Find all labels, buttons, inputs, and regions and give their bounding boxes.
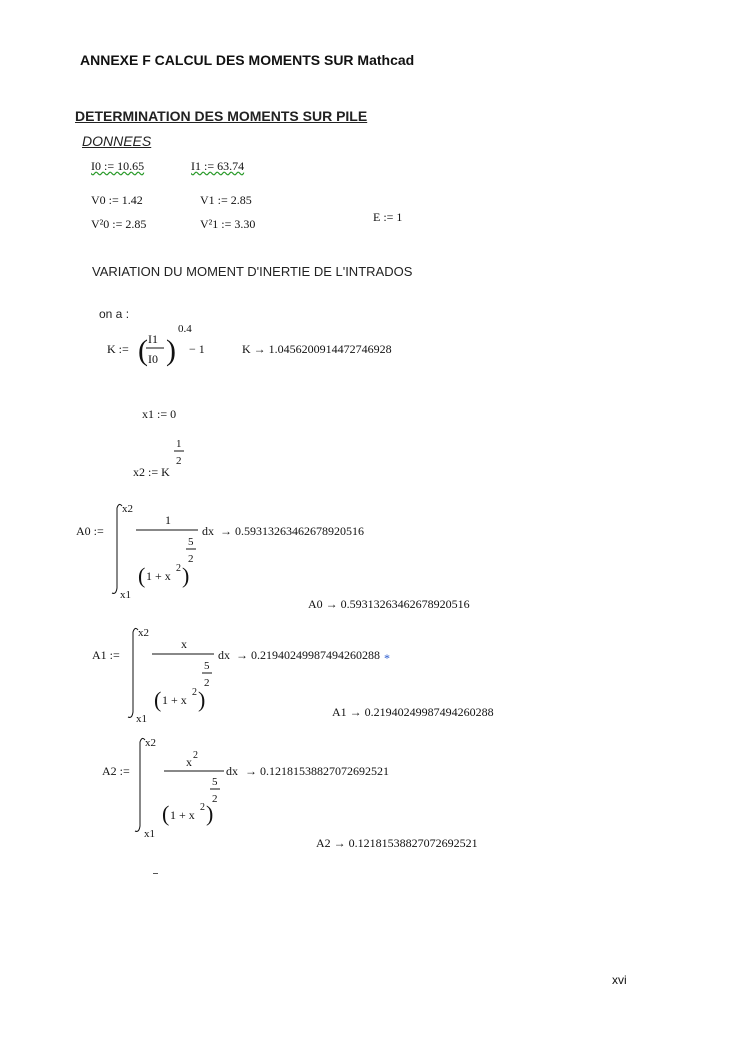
a2-upper: x2 xyxy=(145,737,156,749)
integral-sign xyxy=(128,628,138,717)
a0-numerator: 1 xyxy=(165,513,171,527)
x2-definition xyxy=(130,432,210,482)
a2-dx: dx xyxy=(226,764,238,778)
x2-exp-den: 2 xyxy=(176,455,182,467)
a1-pow-num: 5 xyxy=(204,660,210,672)
page-title: ANNEXE F CALCUL DES MOMENTS SUR Mathcad xyxy=(80,52,415,68)
variation-heading: VARIATION DU MOMENT D'INERTIE DE L'INTRADOS xyxy=(92,264,413,279)
i1-definition: I1 := 63.74 xyxy=(191,159,245,173)
x2-exp-num: 1 xyxy=(176,438,182,450)
a0-upper: x2 xyxy=(122,503,133,515)
a1-lhs: A1 := xyxy=(92,648,120,662)
a2-base: 1 + x xyxy=(170,808,195,822)
k-exponent: 0.4 xyxy=(178,323,192,335)
input-e: E := 1 xyxy=(373,210,403,224)
a0-right-paren: ) xyxy=(182,563,190,588)
a1-base: 1 + x xyxy=(162,693,187,707)
a0-lower: x1 xyxy=(120,589,131,601)
a0-lhs: A0 := xyxy=(76,524,104,538)
a1-right-paren: ) xyxy=(198,687,206,712)
a2-numerator: x xyxy=(186,755,192,769)
a1-lower: x1 xyxy=(136,713,147,725)
a1-evaluation: A1 → 0.21940249987494260288 xyxy=(332,705,494,719)
integral-sign xyxy=(112,504,122,593)
section-title: DETERMINATION DES MOMENTS SUR PILE xyxy=(75,108,368,124)
a2-numerator-exp: 2 xyxy=(193,750,198,761)
a2-base-exp: 2 xyxy=(200,802,205,813)
a0-pow-den: 2 xyxy=(188,553,194,565)
a0-dx: dx xyxy=(202,524,214,538)
k-result: K → 1.0456200914472746928 xyxy=(242,342,392,356)
clipped-remnant xyxy=(153,873,158,877)
a2-right-paren: ) xyxy=(206,801,214,826)
k-left-paren: ( xyxy=(138,334,148,367)
a1-upper: x2 xyxy=(138,627,149,639)
k-right-paren: ) xyxy=(166,334,176,367)
a1-star-marker: * xyxy=(384,651,390,665)
a0-result: → 0.59313263462678920516 xyxy=(220,524,364,538)
a2-pow-den: 2 xyxy=(212,793,218,805)
input-vp0: V²0 := 2.85 xyxy=(91,217,147,231)
a2-left-paren: ( xyxy=(162,801,170,826)
i0-definition: I0 := 10.65 xyxy=(91,159,145,173)
a1-base-exp: 2 xyxy=(192,687,197,698)
integral-a0 xyxy=(74,500,494,605)
a2-evaluation: A2 → 0.12181538827072692521 xyxy=(316,836,478,850)
a1-dx: dx xyxy=(218,648,230,662)
k-minus-one: − 1 xyxy=(189,342,205,356)
donnees-label: DONNEES xyxy=(82,133,152,149)
x1-definition: x1 := 0 xyxy=(142,407,177,421)
input-v1: V1 := 2.85 xyxy=(200,193,252,207)
a1-result: → 0.21940249987494260288 xyxy=(236,648,380,662)
input-i0 xyxy=(91,159,144,174)
k-lhs: K := xyxy=(107,342,129,356)
a2-lower: x1 xyxy=(144,828,155,840)
input-i1 xyxy=(191,159,244,174)
k-formula xyxy=(100,318,420,374)
page-number: xvi xyxy=(612,973,627,987)
input-vp1: V²1 := 3.30 xyxy=(200,217,256,231)
a2-result: → 0.12181538827072692521 xyxy=(245,764,389,778)
x2-lhs: x2 := K xyxy=(133,465,170,479)
a0-base-exp: 2 xyxy=(176,563,181,574)
a2-pow-num: 5 xyxy=(212,776,218,788)
a1-pow-den: 2 xyxy=(204,677,210,689)
a1-numerator: x xyxy=(181,637,187,651)
a1-left-paren: ( xyxy=(154,687,162,712)
k-numerator: I1 xyxy=(148,332,158,346)
input-v0: V0 := 1.42 xyxy=(91,193,143,207)
integral-a2 xyxy=(100,734,420,842)
a2-lhs: A2 := xyxy=(102,764,130,778)
a0-base: 1 + x xyxy=(146,569,171,583)
a0-left-paren: ( xyxy=(138,563,146,588)
a0-pow-num: 5 xyxy=(188,536,194,548)
a0-evaluation: A0 → 0.59313263462678920516 xyxy=(308,597,470,611)
k-denominator: I0 xyxy=(148,352,158,366)
integral-sign xyxy=(135,738,145,831)
on-a-label: on a : xyxy=(99,307,130,321)
